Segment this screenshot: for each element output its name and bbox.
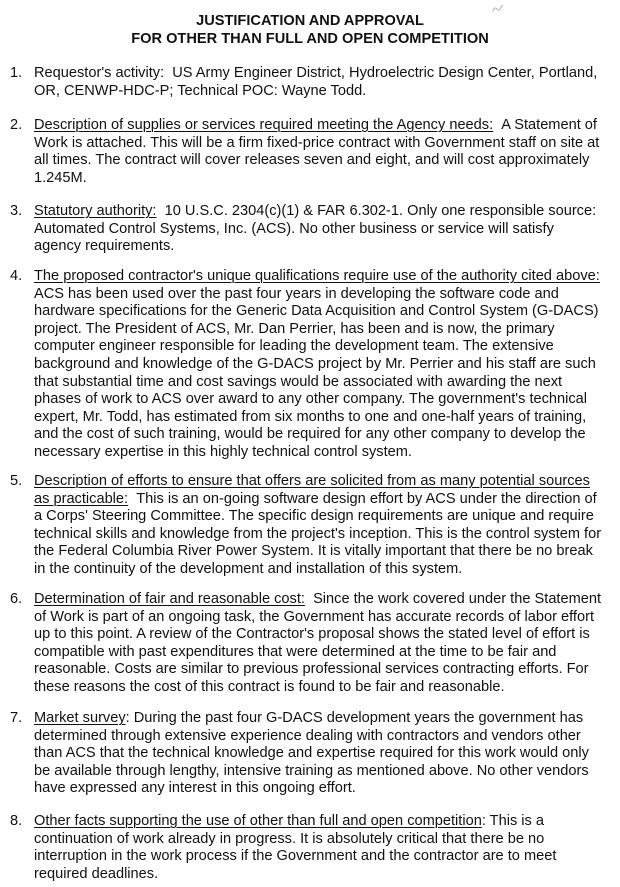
section-text: a Corps' Steering Committee. The specific design requirements are unique and require xyxy=(34,508,594,525)
section-text: technical skills and knowledge from the project's inception. This is the control system for xyxy=(34,525,602,542)
section-number: 3. xyxy=(10,203,23,219)
section-text: reasonable. Costs are similar to previous professional services contracting efforts. For xyxy=(34,661,589,678)
section-text: Work is attached. This will be a firm fixed-price contract with Government staff on site at xyxy=(34,134,600,151)
section-heading: Statutory authority: xyxy=(34,203,157,219)
section-heading: Determination of fair and reasonable cost: xyxy=(34,591,305,607)
section-heading: Requestor's activity: xyxy=(34,65,165,81)
section-number: 1. xyxy=(10,65,23,81)
section-text: A Statement of xyxy=(501,117,597,133)
section-text: computer engineer responsible for leading the development team. The extensive xyxy=(34,338,554,355)
section-text: compatible with past expenditures that were determined at the time to be fair and xyxy=(34,643,557,660)
section-text: project. The President of ACS, Mr. Dan Perrier, has been and is now, the primary xyxy=(34,320,555,337)
section-text: necessary expertise in this highly technical control system. xyxy=(34,443,412,460)
section-text: interruption in the work process if the Government and the contractor are to meet xyxy=(34,848,557,865)
section-text: expert, Mr. Todd, has estimated from six months to one and one-half years of training, xyxy=(34,408,587,425)
section-number: 5. xyxy=(10,473,23,489)
section-number: 2. xyxy=(10,117,23,133)
section-heading: as practicable: xyxy=(34,490,129,507)
section-text: and the cost of such training, would be required for any other company to develop the xyxy=(34,426,586,443)
section-text: background and knowledge of the G-DACS project by Mr. Perrier and his staff are such xyxy=(34,355,596,372)
section-number: 4. xyxy=(10,268,23,284)
document-title-line-2: FOR OTHER THAN FULL AND OPEN COMPETITION xyxy=(131,31,489,47)
section-text: than ACS that the technical knowledge and expertise required for this work would only xyxy=(34,745,589,762)
section-text: of Work is part of an ongoing task, the Government has accurate records of labor effort xyxy=(34,608,594,625)
section-text: US Army Engineer District, Hydroelectric Design Center, Portland, xyxy=(172,65,598,81)
section-text: be available through lengthy, intensive training as mentioned above. No other vendors xyxy=(34,762,589,779)
section-text: hardware specifications for the Generic Data Acquisition and Control System (G-DACS) xyxy=(34,303,599,320)
section-text: the Federal Columbia River Power System. It is vitally important that there be no break xyxy=(34,543,593,560)
section-text: OR, CENWP-HDC-P; Technical POC: Wayne Todd. xyxy=(34,82,367,99)
section-heading: The proposed contractor's unique qualifications require use of the authority cited above: xyxy=(34,268,600,284)
section-heading: Description of supplies or services required meeting the Agency needs: xyxy=(34,117,494,133)
section-text: 1.245M. xyxy=(34,169,87,186)
section-text: Since the work covered under the Statement xyxy=(313,591,602,607)
section-text: up to this point. A review of the Contractor's proposal shows the stated level of effort is xyxy=(34,626,590,643)
section-heading: Other facts supporting the use of other than full and open competition xyxy=(34,813,482,829)
section-number: 8. xyxy=(10,813,23,829)
section-text: determined through extensive experience dealing with contractors and vendors other xyxy=(34,727,581,744)
section-text: ACS has been used over the past four years in developing the software code and xyxy=(34,285,559,302)
section-text: : During the past four G-DACS development years the government has xyxy=(125,710,584,726)
section-text: 10 U.S.C. 2304(c)(1) & FAR 6.302-1. Only one responsible source: xyxy=(164,203,597,219)
section-text: all times. The contract will cover releases seven and eight, and will cost approximately xyxy=(34,152,590,169)
section-text: phases of work to ACS over award to any other company. The government's technical xyxy=(34,391,588,408)
section-heading: Market survey xyxy=(34,710,126,726)
section-text: agency requirements. xyxy=(34,238,175,255)
section-number: 7. xyxy=(10,710,23,726)
section-text: continuation of work already in progress. It is absolutely critical that there be no xyxy=(34,830,545,847)
section-text: these reasons the cost of this contract is found to be fair and reasonable. xyxy=(34,678,505,695)
section-text: in the continuity of the development and installation of this system. xyxy=(34,560,463,577)
section-heading: Description of efforts to ensure that offers are solicited from as many potential sources xyxy=(34,473,590,489)
section-text: required deadlines. xyxy=(34,865,159,882)
section-text: that substantial time and cost savings would be associated with awarding the next xyxy=(34,373,563,390)
section-text: Automated Control Systems, Inc. (ACS). No other business or service will satisfy xyxy=(34,220,554,237)
document-title-line-1: JUSTIFICATION AND APPROVAL xyxy=(196,13,424,29)
section-text: have expressed any interest in this ongoing effort. xyxy=(34,780,356,797)
section-text: : This is a xyxy=(481,813,545,829)
section-text: This is an on-going software design effort by ACS under the direction of xyxy=(136,490,597,507)
section-number: 6. xyxy=(10,591,23,607)
